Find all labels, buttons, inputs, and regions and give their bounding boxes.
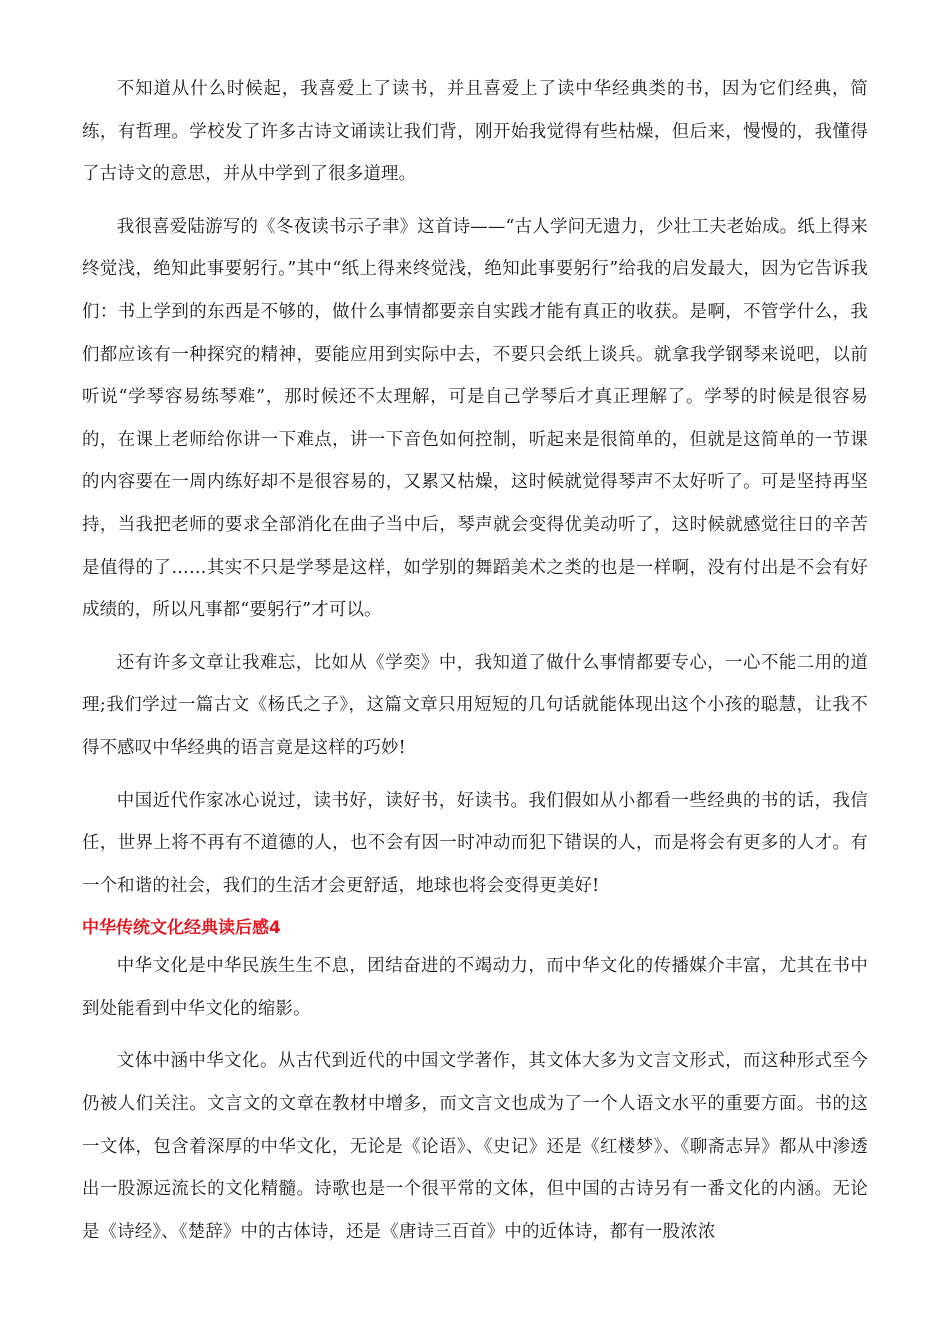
paragraph-chinese-culture: 中华文化是中华民族生生不息，团结奋进的不竭动力，而中华文化的传播媒介丰富，尤其在书中到处能看到中华文化的缩影。 bbox=[82, 956, 868, 1019]
paragraph-reading-classics: 不知道从什么时候起，我喜爱上了读书，并且喜爱上了读中华经典类的书，因为它们经典，简练，有哲理。学校发了许多古诗文诵读让我们背，刚开始我觉得有些枯燥，但后来，慢慢的，我懂得了古诗文的意思，并从中学到了很多道理。 bbox=[82, 79, 868, 185]
section-heading: 中华传统文化经典读后感4 bbox=[82, 918, 281, 939]
paragraph-bing-xin-quote: 中国近代作家冰心说过，读书好，读好书，好读书。我们假如从小都看一些经典的书的话，我信任，世界上将不再有不道德的人，也不会有因一时冲动而犯下错误的人，而是将会有更多的人才。有一个和谐的社会，我们的生活才会更舒适，地球也将会变得更美好! bbox=[82, 790, 868, 896]
paragraph-lu-you-poem: 我很喜爱陆游写的《冬夜读书示子聿》这首诗——“古人学问无遗力，少壮工夫老始成。纸上得来终觉浅，绝知此事要躬行。”其中“纸上得来终觉浅，绝知此事要躬行”给我的启发最大，因为它告诉我们：书上学到的东西是不够的，做什么事情都要亲自实践才能有真正的收获。是啊，不管学什么，我们都应该有一种探究的精神，要能应用到实际中去，不要只会纸上谈兵。就拿我学钢琴来说吧，以前听说“学琴容易练琴难”，那时候还不太理解，可是自己学琴后才真正理解了。学琴的时候是很容易的，在课上老师给你讲一下难点，讲一下音色如何控制，听起来是很简单的，但就是这简单的一节课的内容要在一周内练好却不是很容易的，又累又枯燥，这时候就觉得琴声不太好听了。可是坚持再坚持，当我把老师的要求全部消化在曲子当中后，琴声就会变得优美动听了，这时候就感觉往日的辛苦是值得的了……其实不只是学琴是这样，如学别的舞蹈美术之类的也是一样啊，没有付出是不会有好成绩的，所以凡事都“要躬行”才可以。 bbox=[82, 216, 868, 621]
document-page bbox=[82, 68, 868, 1253]
paragraph-literary-forms: 文体中涵中华文化。从古代到近代的中国文学著作，其文体大多为文言文形式，而这种形式至今仍被人们关注。文言文的文章在教材中增多，而文言文也成为了一个人语文水平的重要方面。书的这一文体，包含着深厚的中华文化，无论是《论语》、《史记》还是《红楼梦》、《聊斋志异》都从中渗透出一股源远流长的文化精髓。诗歌也是一个很平常的文体，但中国的古诗另有一番文化的内涵。无论是《诗经》、《楚辞》中的古体诗，还是《唐诗三百首》中的近体诗，都有一股浓浓 bbox=[82, 1051, 868, 1242]
paragraph-memorable-articles: 还有许多文章让我难忘，比如从《学奕》中，我知道了做什么事情都要专心，一心不能二用的道理;我们学过一篇古文《杨氏之子》，这篇文章只用短短的几句话就能体现出这个小孩的聪慧，让我不得不感叹中华经典的语言竟是这样的巧妙! bbox=[82, 652, 868, 758]
